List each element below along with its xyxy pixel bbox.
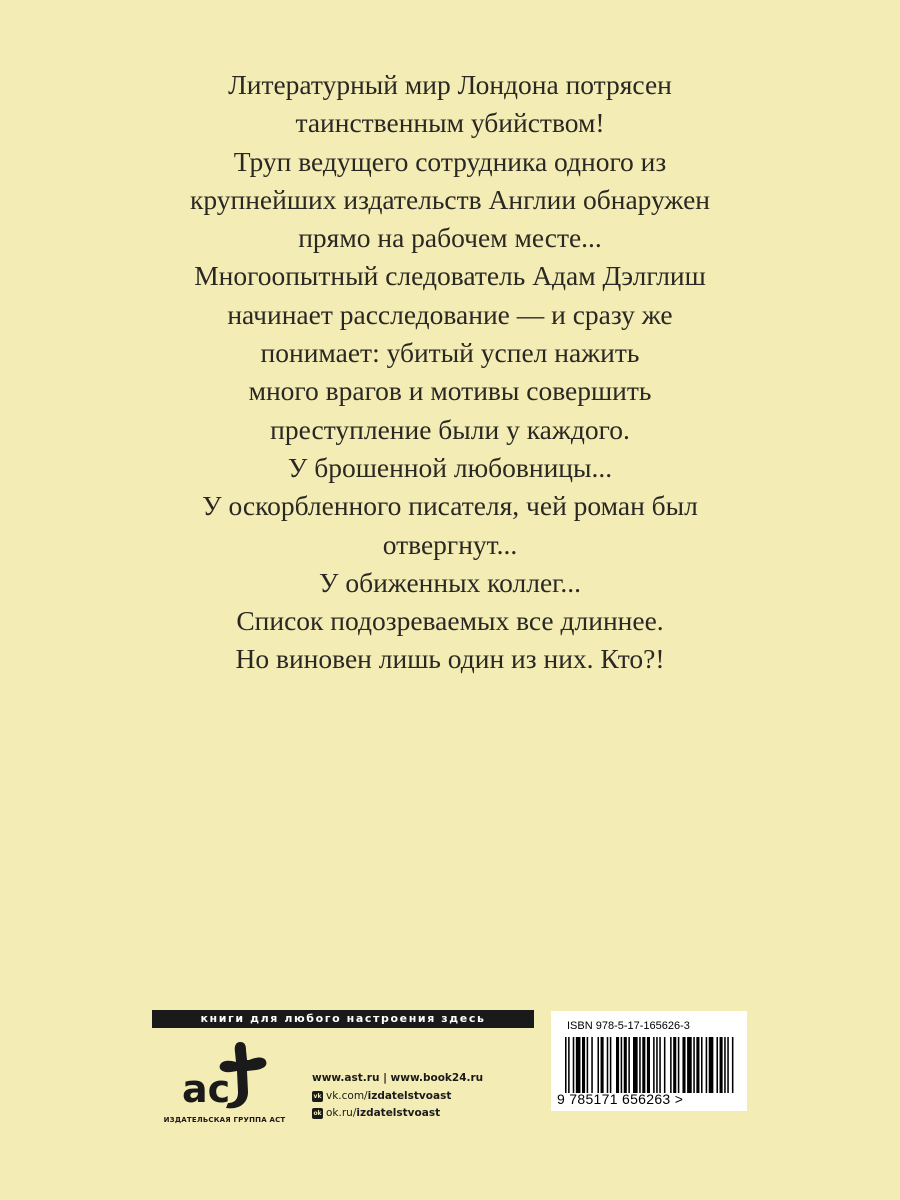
blurb-line: понимает: убитый успел нажить bbox=[260, 337, 640, 369]
blurb-line: отвергнут... bbox=[382, 528, 518, 560]
ok-link[interactable] bbox=[312, 1105, 483, 1122]
svg-text:ac: ac bbox=[182, 1067, 231, 1110]
blurb-line: У обиженных коллег... bbox=[319, 566, 581, 598]
blurb-line: Труп ведущего сотрудника одного из bbox=[233, 145, 667, 177]
blurb-line: У брошенной любовницы... bbox=[287, 451, 613, 483]
blurb-text bbox=[90, 66, 810, 679]
blurb-line: Литературный мир Лондона потрясен bbox=[228, 69, 672, 100]
blurb-line: Многоопытный следователь Адам Дэлглиш bbox=[194, 260, 706, 292]
ast-logo bbox=[178, 1040, 270, 1110]
blurb-line: крупнейших издательств Англии обнаружен bbox=[189, 183, 710, 215]
website-links[interactable]: www.ast.ru | www.book24.ru bbox=[312, 1072, 484, 1084]
blurb-line: У оскорбленного писателя, чей роман был bbox=[202, 490, 698, 522]
ok-prefix: ok.ru/ bbox=[326, 1107, 357, 1119]
blurb-line: преступление были у каждого. bbox=[270, 413, 630, 445]
blurb-line: прямо на рабочем месте... bbox=[298, 222, 602, 254]
tagline-bar: книги для любого настроения здесь bbox=[152, 1010, 534, 1028]
publisher-name: ИЗДАТЕЛЬСКАЯ ГРУППА АСТ bbox=[163, 1116, 286, 1124]
ok-icon: ok bbox=[313, 1109, 322, 1117]
blurb-line: таинственным убийством! bbox=[295, 107, 605, 139]
isbn-label: ISBN 978-5-17-165626-3 bbox=[567, 1020, 690, 1032]
barcode-digits: 9 785171 656263 > bbox=[557, 1091, 684, 1107]
barcode-icon bbox=[565, 1037, 735, 1093]
publisher-links bbox=[312, 1068, 483, 1122]
ok-handle: izdatelstvoast bbox=[356, 1107, 441, 1119]
vk-handle: izdatelstvoast bbox=[367, 1090, 452, 1102]
blurb-line: Список подозреваемых все длиннее. bbox=[236, 605, 664, 637]
blurb-line: много врагов и мотивы совершить bbox=[248, 375, 652, 407]
barcode-box bbox=[551, 1011, 747, 1111]
vk-prefix: vk.com/ bbox=[326, 1090, 368, 1102]
vk-icon: vk bbox=[313, 1092, 322, 1100]
blurb-line: Но виновен лишь один из них. Кто?! bbox=[235, 643, 665, 675]
blurb-line: начинает расследование — и сразу же bbox=[227, 298, 673, 330]
vk-link[interactable] bbox=[312, 1088, 483, 1105]
